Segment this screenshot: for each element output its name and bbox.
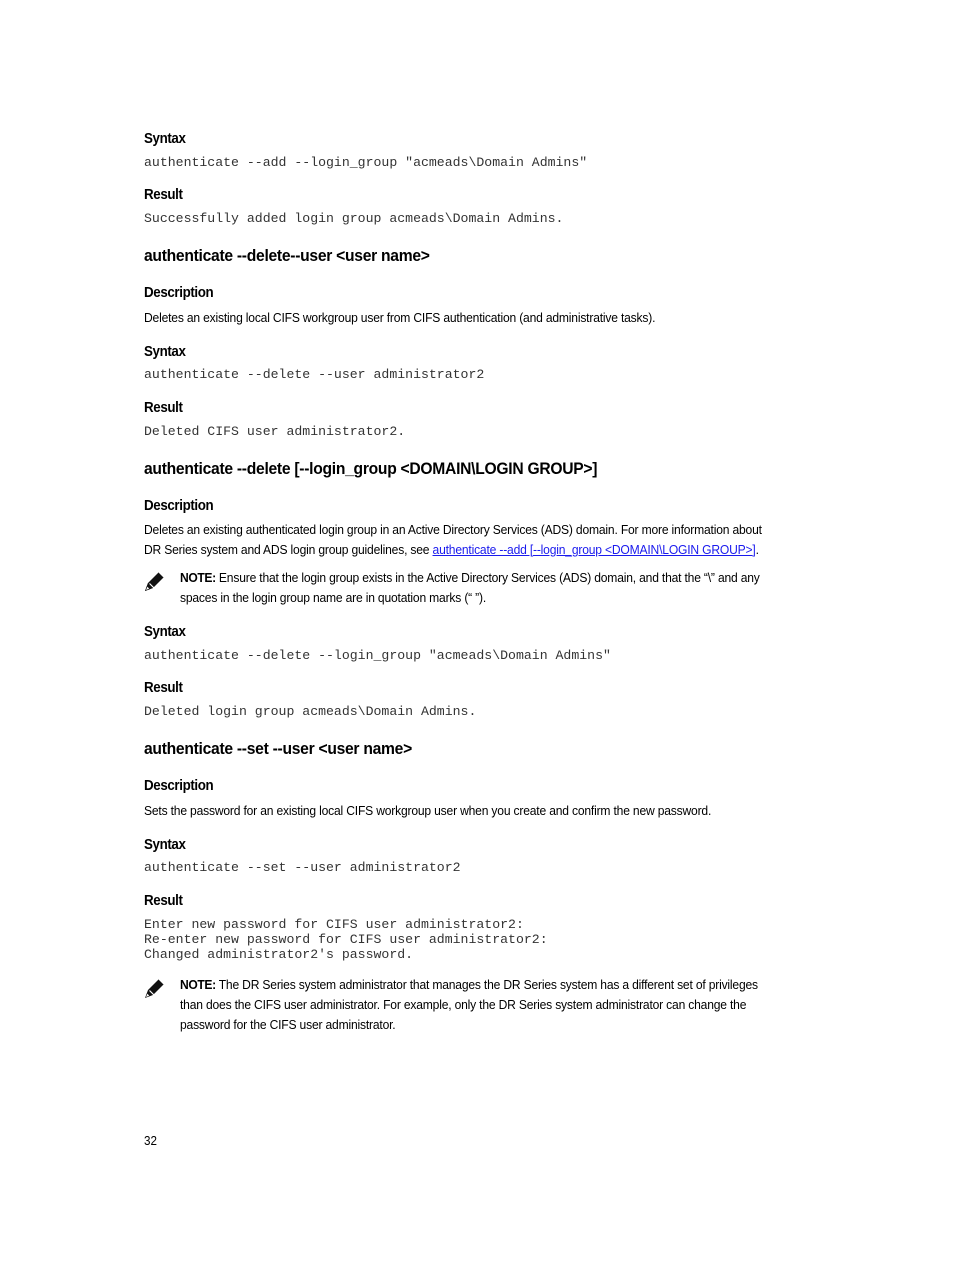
note-lead: NOTE: — [180, 570, 216, 585]
syntax-label: Syntax — [144, 837, 186, 853]
syntax-code: authenticate --set --user administrator2 — [144, 860, 461, 875]
section-heading-set-user: authenticate --set --user <user name> — [144, 739, 412, 758]
note-text — [180, 568, 760, 608]
authenticate-add-login-group-link[interactable]: authenticate --add [--login_group <DOMAIN\LOGIN GROUP>] — [432, 542, 756, 557]
pencil-note-icon — [144, 570, 166, 592]
section-heading-delete-login-group: authenticate --delete [--login_group <DOMAIN\LOGIN GROUP>] — [144, 459, 598, 478]
note-text — [180, 975, 758, 1035]
syntax-code: authenticate --delete --user administrator2 — [144, 367, 485, 382]
result-code: Deleted login group acmeads\Domain Admins. — [144, 704, 477, 719]
description-label: Description — [144, 285, 214, 301]
page-number: 32 — [144, 1134, 157, 1148]
result-code: Deleted CIFS user administrator2. — [144, 424, 406, 439]
description-label: Description — [144, 778, 214, 794]
syntax-label: Syntax — [144, 131, 186, 147]
result-label: Result — [144, 187, 183, 203]
syntax-label: Syntax — [144, 344, 186, 360]
pencil-note-icon — [144, 977, 166, 999]
note-line: than does the CIFS user administrator. For example, only the DR Series system administrator can change the — [180, 997, 747, 1012]
note-lead: NOTE: — [180, 977, 216, 992]
note-line-text: The DR Series system administrator that manages the DR Series system has a different set of privileges — [215, 977, 758, 992]
description-text: Sets the password for an existing local CIFS workgroup user when you create and confirm the new password. — [144, 803, 712, 818]
syntax-label: Syntax — [144, 624, 186, 640]
description-text — [144, 520, 762, 560]
result-code-line: Changed administrator2's password. — [144, 947, 414, 962]
description-text-prefix: DR Series system and ADS login group guidelines, see — [144, 542, 433, 557]
description-line: Deletes an existing authenticated login group in an Active Directory Services (ADS) domain. For more information about — [144, 522, 762, 537]
result-code: Successfully added login group acmeads\Domain Admins. — [144, 211, 564, 226]
description-text: Deletes an existing local CIFS workgroup user from CIFS authentication (and administrative tasks). — [144, 310, 656, 325]
description-line — [144, 540, 762, 560]
note-line: spaces in the login group name are in quotation marks (“ ”). — [180, 590, 487, 605]
description-label: Description — [144, 498, 214, 514]
note-line-text: Ensure that the login group exists in the Active Directory Services (ADS) domain, and that the “\” and any — [215, 570, 760, 585]
syntax-code: authenticate --add --login_group "acmeads\Domain Admins" — [144, 155, 588, 170]
result-label: Result — [144, 680, 183, 696]
result-code-block — [144, 917, 548, 962]
result-code-line: Enter new password for CIFS user administrator2: — [144, 917, 524, 932]
section-heading-delete-user: authenticate --delete--user <user name> — [144, 246, 430, 265]
result-label: Result — [144, 893, 183, 909]
result-code-line: Re-enter new password for CIFS user administrator2: — [144, 932, 548, 947]
result-label: Result — [144, 400, 183, 416]
note-line: password for the CIFS user administrator. — [180, 1017, 396, 1032]
note-line — [180, 975, 758, 995]
note-line — [180, 568, 760, 588]
syntax-code: authenticate --delete --login_group "acmeads\Domain Admins" — [144, 648, 611, 663]
description-text-suffix: . — [755, 542, 759, 557]
